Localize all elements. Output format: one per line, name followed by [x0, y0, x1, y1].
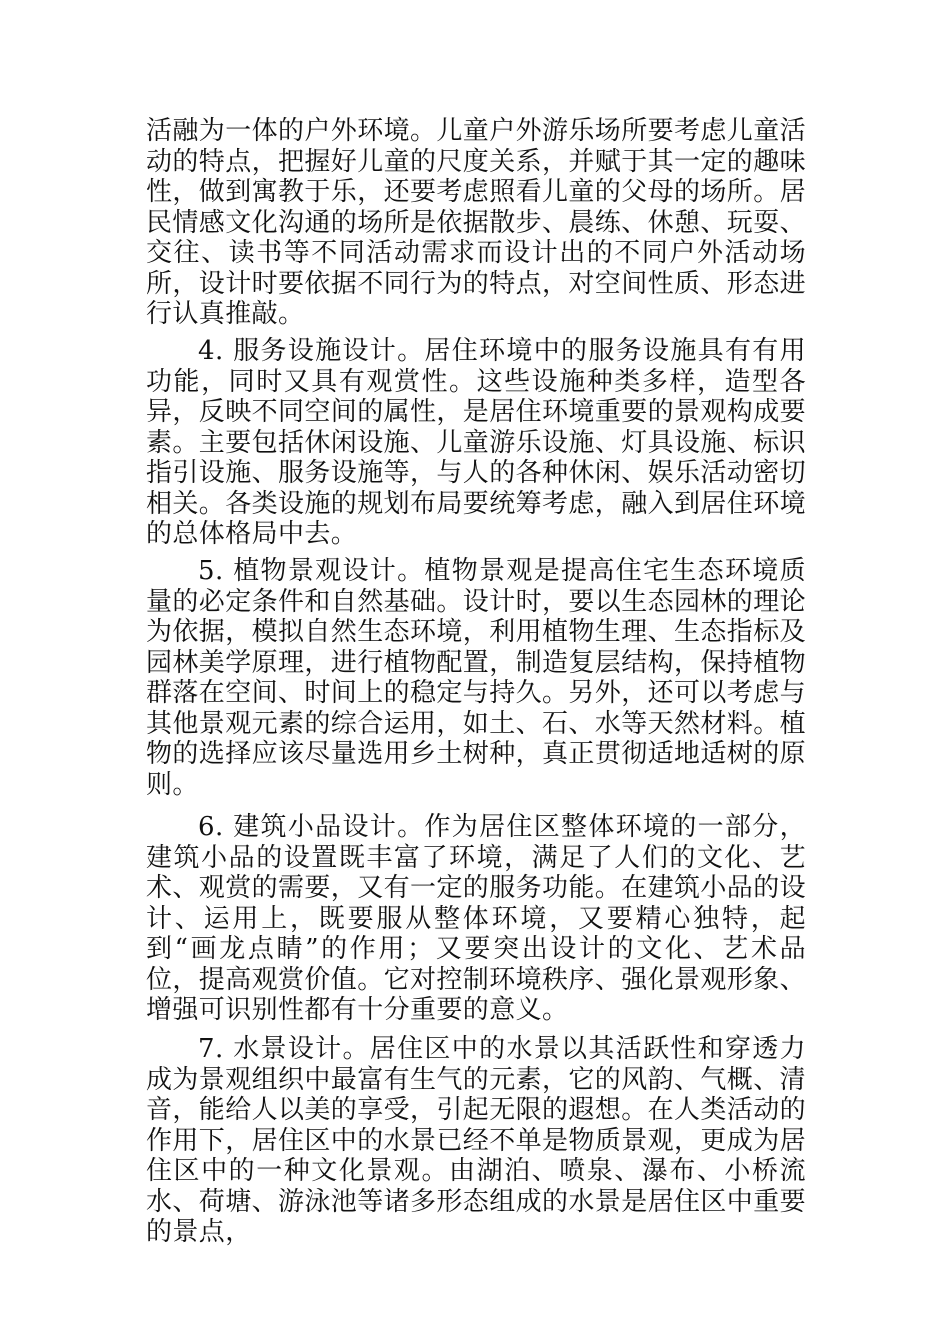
paragraph-service-facilities: 4. 服务设施设计。居住环境中的服务设施具有有用功能，同时又具有观赏性。这些设施种类多样，造型各异，反映不同空间的属性，是居住环境重要的景观构成要素。主要包括休闲设施、儿童游乐设施、灯具设施、标识指引设施、服务设施等，与人的各种休闲、娱乐活动密切相关。各类设施的规划布局要统筹考虑，融入到居住环境的总体格局中去。 [146, 336, 807, 549]
paragraph-continuation: 活融为一体的户外环境。儿童户外游乐场所要考虑儿童活动的特点，把握好儿童的尺度关系，并赋于其一定的趣味性，做到寓教于乐，还要考虑照看儿童的父母的场所。居民情感文化沟通的场所是依据散步、晨练、休憩、玩耍、交往、读书等不同活动需求而设计出的不同户外活动场所，设计时要依据不同行为的特点，对空间性质、形态进行认真推敲。 [146, 116, 807, 329]
paragraph-plant-landscape: 5. 植物景观设计。植物景观是提高住宅生态环境质量的必定条件和自然基础。设计时，要以生态园林的理论为依据，模拟自然生态环境，利用植物生理、生态指标及园林美学原理，进行植物配置，制造复层结构，保持植物群落在空间、时间上的稳定与持久。另外，还可以考虑与其他景观元素的综合运用，如土、石、水等天然材料。植物的选择应该尽量选用乡土树种，真正贯彻适地适树的原则。 [146, 556, 807, 800]
paragraph-architectural-sketch: 6. 建筑小品设计。作为居住区整体环境的一部分，建筑小品的设置既丰富了环境，满足了人们的文化、艺术、观赏的需要，又有一定的服务功能。在建筑小品的设计、运用上，既要服从整体环境，又要精心独特，起到“画龙点睛”的作用；又要突出设计的文化、艺术品位，提高观赏价值。它对控制环境秩序、强化景观形象、增强可识别性都有十分重要的意义。 [146, 812, 807, 1025]
paragraph-waterscape: 7. 水景设计。居住区中的水景以其活跃性和穿透力成为景观组织中最富有生气的元素，它的风韵、气概、清音，能给人以美的享受，引起无限的遐想。在人类活动的作用下，居住区中的水景已经不单是物质景观，更成为居住区中的一种文化景观。由湖泊、喷泉、瀑布、小桥流水、荷塘、游泳池等诸多形态组成的水景是居住区中重要的景点， [146, 1034, 807, 1247]
